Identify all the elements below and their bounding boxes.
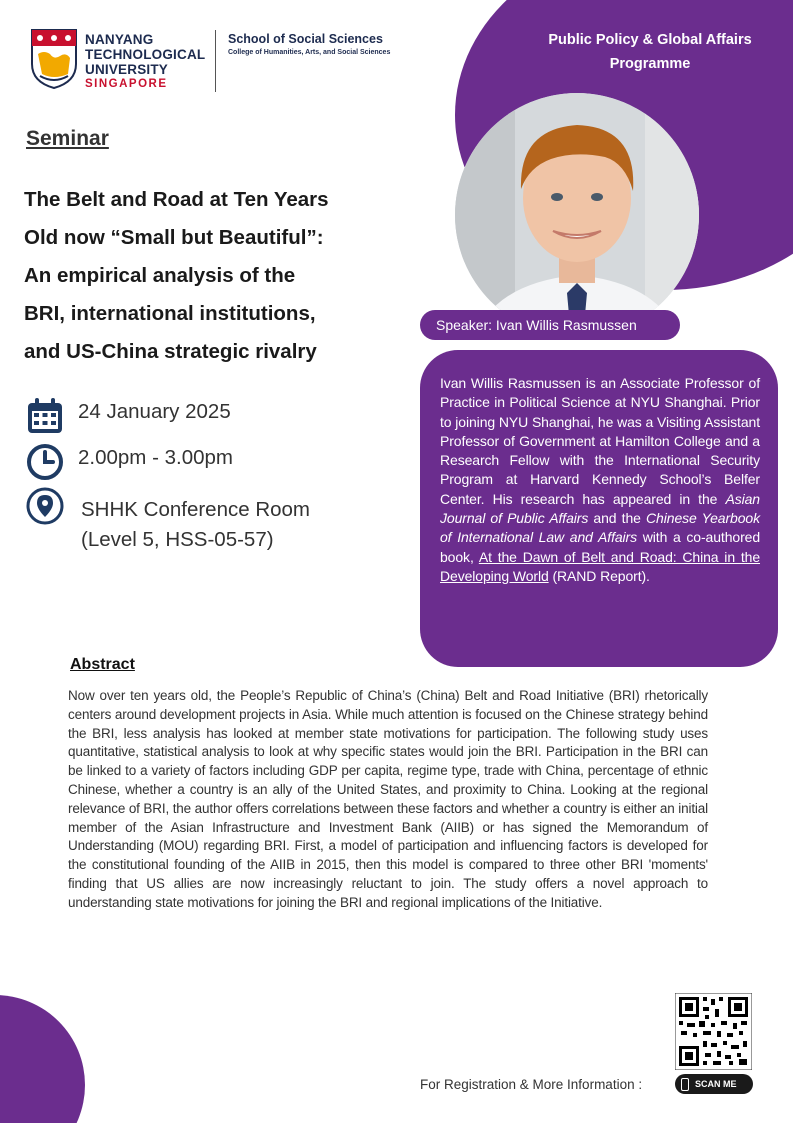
university-city: SINGAPORE	[85, 78, 168, 90]
speaker-bio: Ivan Willis Rasmussen is an Associate Professor of Practice in Political Science at NYU Shanghai. Prior to joining NYU Shanghai, he was a Visiting Assistant Professor of Government at Hamilton College and a Research Fellow with the International Security Program at Harvard Kennedy School’s Belfer Center. His research has appeared in the Asian Journal of Public Affairs and the Chinese Yearbook of International Law and Affairs with a co-authored book, At the Dawn of Belt and Road: China in the Developing World (RAND Report).	[440, 375, 761, 584]
title-line: The Belt and Road at Ten Years	[24, 188, 329, 211]
abstract-heading: Abstract	[70, 656, 135, 673]
seminar-label: Seminar	[26, 127, 109, 150]
speaker-photo	[455, 93, 699, 337]
event-date-row	[26, 397, 231, 435]
programme-title	[510, 28, 790, 76]
uni-name-line1: NANYANG	[85, 32, 154, 47]
clock-icon	[26, 443, 64, 481]
decorative-circle-bottom	[0, 995, 85, 1123]
phone-icon	[681, 1078, 689, 1091]
uni-name-line2: TECHNOLOGICAL	[85, 47, 206, 62]
speaker-bio-card	[420, 350, 778, 667]
calendar-icon	[26, 397, 64, 435]
title-line: An empirical analysis of the	[24, 264, 296, 287]
event-time-row	[26, 443, 233, 481]
venue-line1: SHHK Conference Room	[81, 498, 311, 521]
journal-title: Chinese Yearbook of International Law and Affairs	[440, 510, 761, 546]
event-title	[24, 181, 414, 371]
event-venue	[81, 495, 310, 555]
book-link[interactable]: At the Dawn of Belt and Road: China in the Developing World	[440, 548, 761, 584]
scan-me-badge[interactable]	[675, 1074, 753, 1094]
ntu-crest-icon	[30, 28, 78, 90]
school-name: School of Social Sciences	[228, 32, 383, 46]
scan-me-label: SCAN ME	[695, 1079, 737, 1089]
header-divider	[215, 30, 216, 92]
university-name	[85, 32, 205, 77]
programme-line2: Programme	[609, 56, 691, 72]
speaker-portrait	[455, 93, 699, 337]
location-pin-icon	[26, 487, 64, 525]
event-venue-row	[26, 487, 310, 555]
event-time: 2.00pm - 3.00pm	[78, 446, 233, 469]
speaker-name-pill: Speaker: Ivan Willis Rasmussen	[420, 310, 680, 340]
qr-code-icon[interactable]	[675, 993, 752, 1070]
uni-name-line3: UNIVERSITY	[85, 62, 169, 77]
abstract-text: Now over ten years old, the People’s Republic of China’s (China) Belt and Road Initiative (BRI) rhetorically centers around development projects in Asia. While much attention is focused on the Chinese strategy behind the BRI, less analysis has looked at member state motivations for participation. The following study uses quantitative, statistical analysis to look at why specific states would join the BRI. Participation in the BRI can be linked to a variety of factors including GDP per capita, regime type, trade with China, percentage of ethnic Chinese, whether a country is an ally of the United States, and proximity to China. Looking at the regional relevance of BRI, the author offers correlations between these factors and whether a country is either an initial member of the Asian Infrastructure and Investment Bank (AIIB) or has signed the Memorandum of Understanding (MOU) regarding BRI. First, a model of participation and influencing factors is developed for the constitutional founding of the AIIB in 2015, then this model is compared to three other BRI 'moments' finding that US allies are now increasingly reluctant to join. The study offers a novel approach to understanding state motivations for joining the BRI and regional implications of the Initiative.	[68, 688, 708, 910]
journal-title: Asian Journal of Public Affairs	[440, 490, 760, 527]
venue-line2: (Level 5, HSS-05-57)	[81, 528, 274, 551]
registration-label: For Registration & More Information :	[420, 1077, 643, 1092]
title-line: Old now “Small but Beautiful”:	[24, 226, 324, 249]
college-name: College of Humanities, Arts, and Social Sciences	[228, 49, 391, 56]
event-date: 24 January 2025	[78, 400, 231, 423]
title-line: BRI, international institutions,	[24, 302, 316, 325]
programme-line1: Public Policy & Global Affairs	[548, 32, 752, 48]
title-line: and US-China strategic rivalry	[24, 340, 317, 363]
